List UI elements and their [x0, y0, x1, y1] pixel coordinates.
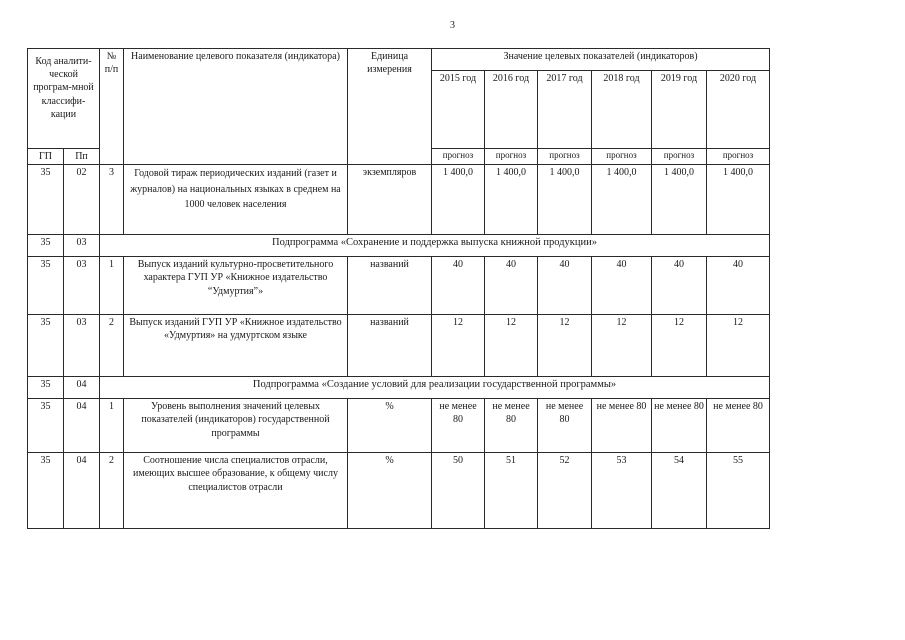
cell-value: не менее 80 — [592, 399, 652, 453]
header-forecast: прогноз — [707, 149, 770, 165]
header-gp: ГП — [28, 149, 64, 165]
cell-value: 40 — [707, 257, 770, 315]
cell-unit: % — [348, 399, 432, 453]
header-pp: Пп — [64, 149, 100, 165]
cell-value: 12 — [432, 315, 485, 377]
table-row — [28, 165, 770, 235]
cell-gp: 35 — [28, 399, 64, 453]
header-forecast: прогноз — [592, 149, 652, 165]
cell-value: 53 — [592, 453, 652, 529]
cell-value: не менее 80 — [432, 399, 485, 453]
cell-value: 1 400,0 — [592, 165, 652, 235]
cell-pp: 03 — [64, 315, 100, 377]
subprogram-title: Подпрограмма «Сохранение и поддержка выпуска книжной продукции» — [100, 235, 770, 257]
header-year-2017: 2017 год — [538, 71, 592, 149]
cell-value: 12 — [707, 315, 770, 377]
cell-indicator-name: Выпуск изданий ГУП УР «Книжное издательство «Удмуртия» на удмуртском языке — [124, 315, 348, 377]
header-code: Код аналити-ческой програм-мной классифи-кации — [28, 49, 100, 149]
cell-value: 40 — [538, 257, 592, 315]
cell-pp: 02 — [64, 165, 100, 235]
header-year-2015: 2015 год — [432, 71, 485, 149]
cell-number: 1 — [100, 399, 124, 453]
cell-value: 12 — [652, 315, 707, 377]
header-year-2016: 2016 год — [485, 71, 538, 149]
cell-value: 1 400,0 — [432, 165, 485, 235]
cell-gp: 35 — [28, 377, 64, 399]
header-values-title: Значение целевых показателей (индикаторов) — [432, 49, 770, 71]
cell-value: 40 — [592, 257, 652, 315]
cell-number: 2 — [100, 453, 124, 529]
cell-value: 40 — [652, 257, 707, 315]
cell-gp: 35 — [28, 235, 64, 257]
cell-value: 52 — [538, 453, 592, 529]
subprogram-row — [28, 235, 770, 257]
cell-value: 1 400,0 — [538, 165, 592, 235]
target-indicators-table — [27, 48, 770, 529]
cell-value: 40 — [432, 257, 485, 315]
header-number: № п/п — [100, 49, 124, 165]
cell-pp: 04 — [64, 377, 100, 399]
cell-value: не менее 80 — [538, 399, 592, 453]
cell-value: 54 — [652, 453, 707, 529]
cell-unit: % — [348, 453, 432, 529]
page-number: 3 — [450, 20, 455, 31]
cell-value: 1 400,0 — [485, 165, 538, 235]
cell-value: 50 — [432, 453, 485, 529]
table-row — [28, 315, 770, 377]
cell-value: не менее 80 — [485, 399, 538, 453]
cell-pp: 04 — [64, 399, 100, 453]
cell-value: 12 — [592, 315, 652, 377]
cell-value: 40 — [485, 257, 538, 315]
cell-pp: 03 — [64, 257, 100, 315]
cell-value: 51 — [485, 453, 538, 529]
cell-pp: 03 — [64, 235, 100, 257]
header-forecast: прогноз — [432, 149, 485, 165]
subprogram-title: Подпрограмма «Создание условий для реализации государственной программы» — [100, 377, 770, 399]
cell-pp: 04 — [64, 453, 100, 529]
cell-indicator-name: Соотношение числа специалистов отрасли, имеющих высшее образование, к общему числу специалистов отрасли — [124, 453, 348, 529]
header-year-2019: 2019 год — [652, 71, 707, 149]
header-year-2018: 2018 год — [592, 71, 652, 149]
header-year-2020: 2020 год — [707, 71, 770, 149]
cell-unit: названий — [348, 257, 432, 315]
cell-value: 12 — [485, 315, 538, 377]
table-row — [28, 453, 770, 529]
cell-value: 55 — [707, 453, 770, 529]
cell-number: 2 — [100, 315, 124, 377]
cell-value: 1 400,0 — [707, 165, 770, 235]
cell-number: 1 — [100, 257, 124, 315]
header-unit: Единица измерения — [348, 49, 432, 165]
cell-value: 1 400,0 — [652, 165, 707, 235]
cell-gp: 35 — [28, 257, 64, 315]
cell-value: не менее 80 — [707, 399, 770, 453]
cell-value: не менее 80 — [652, 399, 707, 453]
header-indicator-name: Наименование целевого показателя (индикатора) — [124, 49, 348, 165]
header-forecast: прогноз — [652, 149, 707, 165]
table-row — [28, 399, 770, 453]
cell-gp: 35 — [28, 453, 64, 529]
header-forecast: прогноз — [538, 149, 592, 165]
cell-indicator-name: Выпуск изданий культурно-просветительного характера ГУП УР «Книжное издательство “Удмуртия”» — [124, 257, 348, 315]
cell-unit: экземпляров — [348, 165, 432, 235]
cell-gp: 35 — [28, 315, 64, 377]
table-row — [28, 257, 770, 315]
cell-indicator-name: Годовой тираж периодических изданий (газет и журналов) на национальных языках в среднем на 1000 человек населения — [124, 165, 348, 235]
header-forecast: прогноз — [485, 149, 538, 165]
cell-value: 12 — [538, 315, 592, 377]
cell-unit: названий — [348, 315, 432, 377]
cell-indicator-name: Уровень выполнения значений целевых показателей (индикаторов) государственной программы — [124, 399, 348, 453]
cell-number: 3 — [100, 165, 124, 235]
subprogram-row — [28, 377, 770, 399]
cell-gp: 35 — [28, 165, 64, 235]
